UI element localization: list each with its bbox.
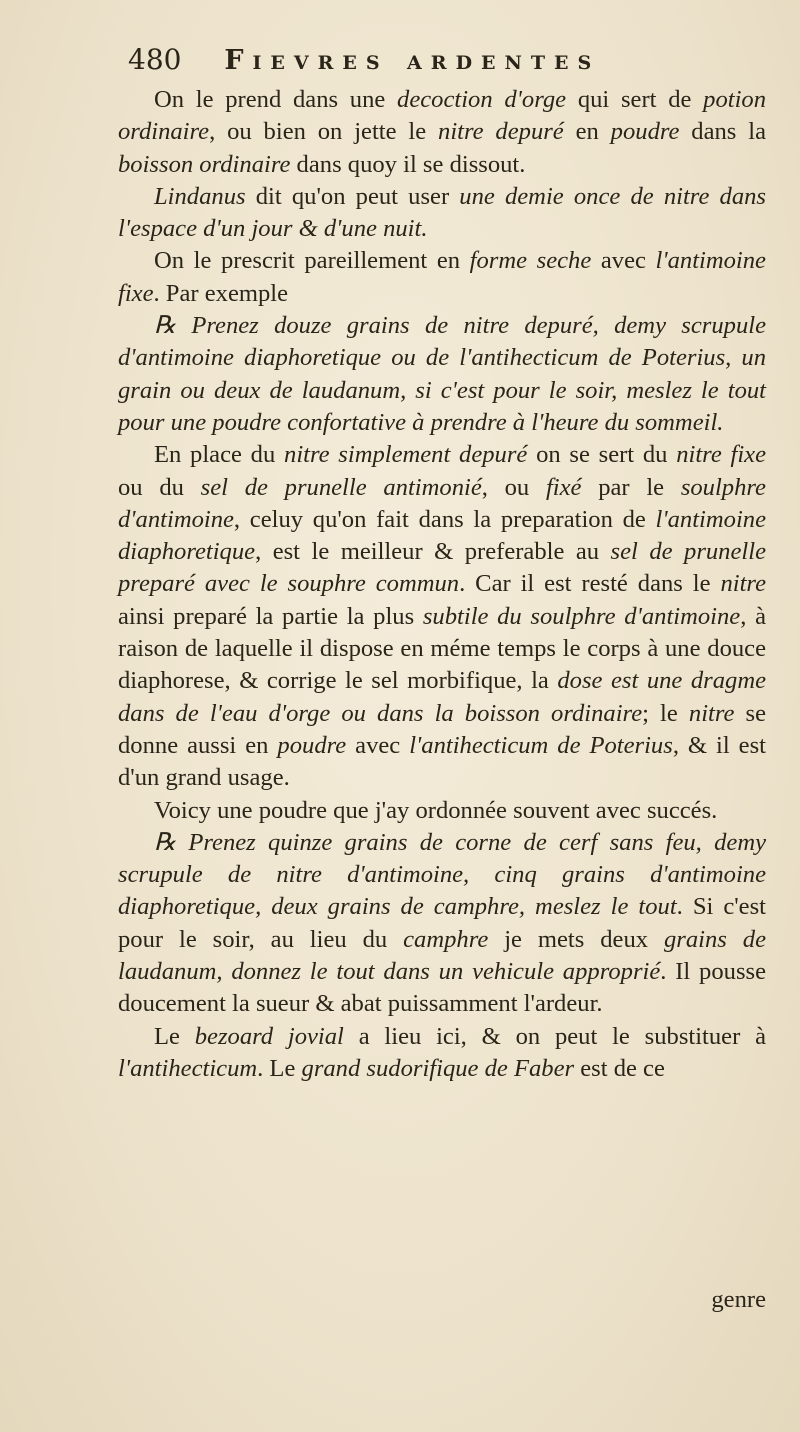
page-header	[128, 40, 748, 81]
italic-run: camphre	[403, 925, 489, 953]
italic-run: Lindanus	[154, 182, 246, 210]
italic-run: potion ordinaire	[118, 86, 767, 146]
text-run: dans quoy il se dissout.	[290, 150, 526, 178]
text-run: Voicy une poudre que j'ay ordonnée souvent avec succés.	[154, 796, 718, 824]
page-body	[118, 84, 766, 1085]
italic-run: bezoard jovial	[194, 1022, 344, 1050]
text-run: je mets deux	[488, 925, 664, 953]
italic-run: poudre	[277, 731, 347, 759]
italic-run: boisson ordinaire	[118, 150, 291, 178]
text-run: , & il est d'un grand usage.	[118, 731, 766, 792]
paragraph	[118, 181, 766, 246]
paragraph	[118, 827, 766, 1021]
text-run: En place du	[154, 441, 285, 469]
italic-run: soulphre d'antimoine	[118, 473, 766, 533]
paragraph	[118, 795, 766, 827]
text-run: , celuy qu'on fait dans la preparation de	[233, 505, 656, 533]
italic-run: une demie once de nitre dans l'espace d'un jour & d'une nuit.	[118, 182, 766, 243]
text-run: ; le	[642, 699, 689, 727]
paragraph	[118, 439, 766, 794]
italic-run: l'antihecticum	[118, 1054, 258, 1082]
italic-run: poudre	[610, 118, 680, 146]
text-run: est de ce	[574, 1054, 665, 1082]
italic-run: l'antihecticum de Poterius	[409, 731, 673, 759]
paragraph	[118, 310, 766, 439]
text-run: . Par exemple	[153, 279, 289, 307]
text-run: dit qu'on peut user	[245, 182, 460, 210]
paragraph	[118, 245, 766, 310]
italic-run: l'antimoine fixe	[118, 247, 766, 307]
italic-run: ℞ Prenez douze grains de nitre depuré, demy scrupule d'antimoine diaphoretique ou de l'antihecticum de Poterius, un grain ou deux de laudanum, si c'est pour le soir, meslez le tout pour une poudre confortative à prendre à l'heure du sommeil.	[118, 312, 766, 436]
italic-run: nitre fixe	[676, 441, 766, 469]
running-title: Fievres ardentes	[224, 45, 601, 76]
paragraph	[118, 84, 766, 181]
italic-run: decoction d'orge	[397, 86, 567, 113]
text-run: dans la	[679, 118, 766, 146]
italic-run: sel de prunelle preparé avec le souphre commun	[118, 538, 766, 598]
italic-run: fixé	[545, 473, 582, 501]
text-run: en	[563, 118, 611, 146]
text-run: . Le	[257, 1054, 302, 1082]
text-run: avec	[346, 731, 410, 759]
italic-run: sel de prunelle antimonié	[200, 473, 482, 501]
italic-run: subtile du soulphre d'antimoine	[422, 602, 741, 630]
italic-run: forme seche	[469, 247, 592, 275]
text-run: ou du	[118, 473, 201, 501]
italic-run: nitre	[720, 570, 766, 598]
italic-run: nitre simplement depuré	[284, 441, 528, 469]
text-run: qui sert de	[566, 86, 704, 113]
text-run: . Si c'est pour le soir, au lieu du	[118, 893, 767, 953]
text-run: On le prend dans une	[154, 86, 398, 113]
text-run: Le	[154, 1022, 195, 1050]
italic-run: grand sudorifique de Faber	[301, 1054, 575, 1082]
text-run: , est le meilleur & preferable au	[255, 538, 611, 566]
text-run: . Il pousse doucement la sueur & abat puissamment l'ardeur.	[118, 958, 767, 1018]
italic-run: ℞ Prenez quinze grains de corne de cerf sans feu, demy scrupule de nitre d'antimoine, cinq grains d'antimoine diaphoretique, deux grains de camphre, meslez le tout	[118, 828, 766, 921]
text-run: , ou bien on jette le	[209, 118, 439, 146]
italic-run: l'antimoine diaphoretique	[118, 505, 766, 566]
text-run: , ou	[481, 473, 546, 501]
italic-run: grains de laudanum, donnez le tout dans un vehicule approprié	[118, 925, 766, 986]
catchword: genre	[711, 1286, 766, 1313]
text-run: On le prescrit pareillement en	[154, 247, 470, 275]
text-run: on se sert du	[527, 441, 677, 469]
italic-run: dose est une dragme dans de l'eau d'orge ou dans la boisson ordinaire	[118, 667, 766, 727]
text-run: ainsi preparé la partie la plus	[118, 602, 423, 630]
text-run: par le	[581, 473, 681, 501]
italic-run: nitre	[688, 699, 735, 727]
page-number: 480	[128, 43, 182, 76]
text-run: avec	[591, 247, 656, 275]
paragraph	[118, 1021, 766, 1086]
text-run: se donne aussi en	[118, 699, 767, 759]
text-run: a lieu ici, & on peut le substituer à	[343, 1022, 767, 1050]
text-run: . Car il est resté dans le	[459, 570, 721, 598]
italic-run: nitre depuré	[438, 118, 564, 146]
text-run: , à raison de laquelle il dispose en méme temps le corps à une douce diaphorese, & corrige le sel morbifique, la	[118, 602, 766, 695]
